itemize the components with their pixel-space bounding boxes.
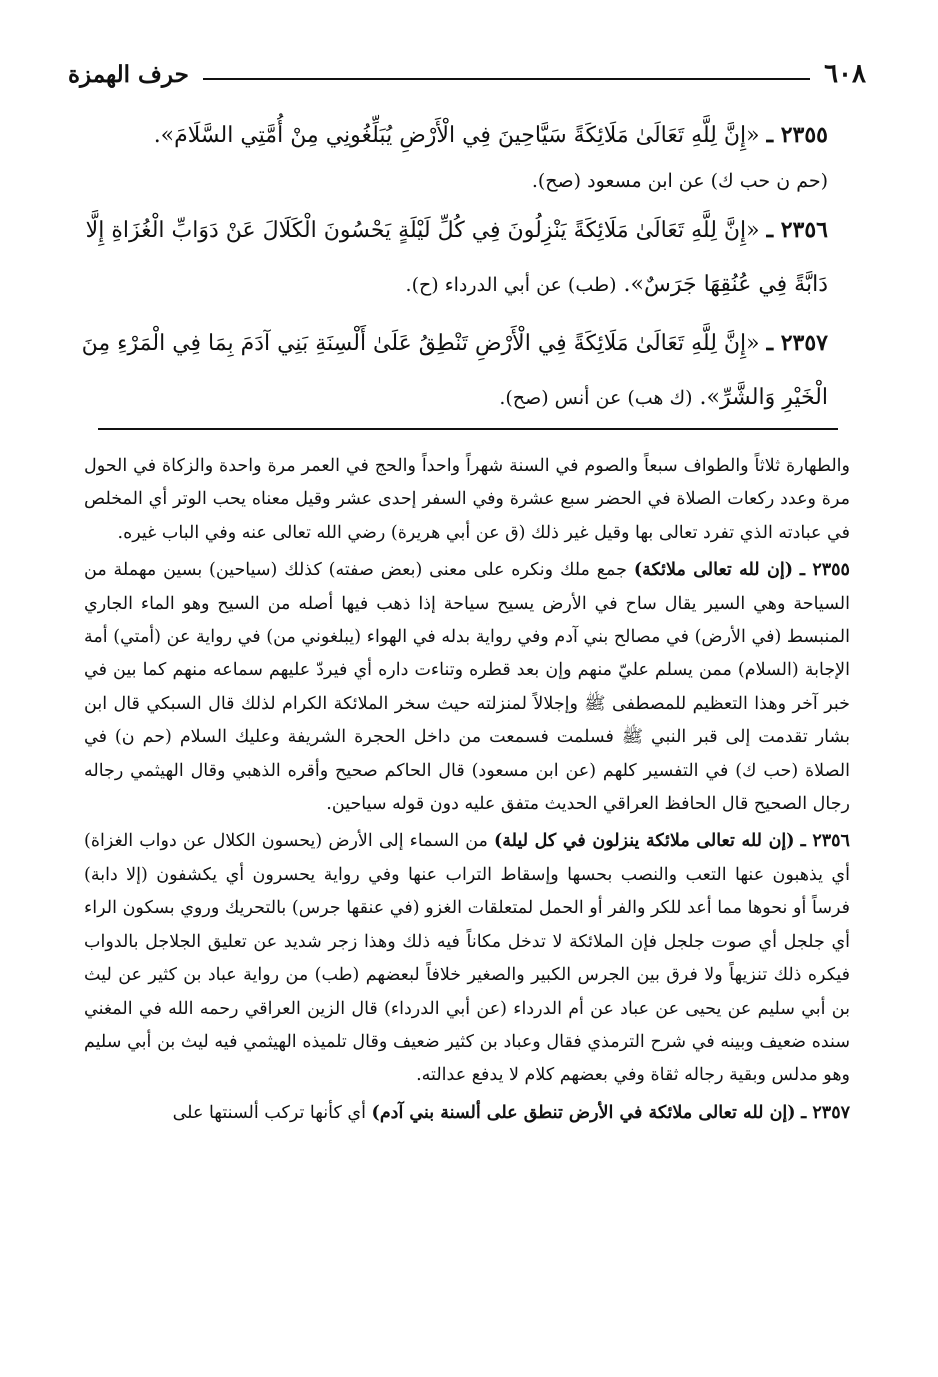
commentary-number: ٢٣٥٥ ـ — [799, 560, 850, 581]
commentary-text: أي كأنها تركب ألسنتها على — [172, 1102, 366, 1123]
hadith-section — [62, 108, 828, 429]
commentary-lead: (إن لله تعالى ملائكة في الأرض تنطق على ألسنة بني آدم) — [371, 1102, 796, 1123]
commentary-lead: (إن لله تعالى ملائكة ينزلون في كل ليلة) — [493, 831, 795, 852]
hadith-2357 — [62, 316, 828, 425]
page-number: ٦٠٨ — [824, 59, 866, 89]
hadith-number: ٢٣٥٧ ـ — [766, 330, 828, 356]
commentary-text: جمع ملك ونكره على معنى (بعض صفته) كذلك (سياحين) بسين مهملة من السياحة وهي السير يقال ساح في الأرض يسيح سياحة إذا ذهب فيها أصله من السيح وهو الماء الجاري المنبسط (في الأرض) في مصالح بني آدم وفي رواية بدله في الهواء (يبلغوني من) في رواية عن (أمتي) أمة الإجابة (السلام) ممن يسلم عليّ منهم وإن بعد قطره وتناءت داره أي فيردّ عليهم سماعه منهم كما بين في خبر آخر وهذا التعظيم للمصطفى ﷺ وإجلالاً لمنزلته حيث سخر الملائكة الكرام لذلك قال السبكي قال ابن بشار تقدمت إلى قبر النبي ﷺ فسلمت فسمعت من داخل الحجرة الشريفة وعليك السلام (حم ن) في الصلاة (حب ك) في التفسير كلهم (عن ابن مسعود) قال الحاكم صحيح وأقره الذهبي وقال الهيثمي رجاله رجال الصحيح قال الحافظ العراقي الحديث متفق عليه دون قوله سياحين. — [84, 560, 850, 815]
hadith-number: ٢٣٥٦ ـ — [766, 217, 828, 243]
commentary-number: ٢٣٥٦ ـ — [800, 831, 850, 852]
header-rule — [203, 78, 810, 80]
hadith-matn: «إِنَّ لِلَّهِ تَعَالَىٰ مَلَائِكَةً فِي الْأَرْضِ تَنْطِقُ عَلَىٰ أَلْسِنَةِ بَنِي آدَمَ بِمَا فِي الْمَرْءِ مِنَ الْخَيْرِ وَالشَّرِّ». — [81, 331, 828, 410]
hadith-2356 — [62, 203, 828, 312]
commentary-2357 — [84, 1097, 850, 1130]
hadith-2355 — [62, 108, 828, 199]
commentary-text: من السماء إلى الأرض (يحسون الكلال عن دواب الغزاة) أي يذهبون عنها التعب والنصب بحسها وإسقاط التراب عنها وفي رواية يحسرون أي يكشفون (إلا دابة) فرساً أو نحوها مما أعد للكر والفر أو الحمل لمتعلقات الغزو (في عنقها جرس) بالتحريك وروي بسكون الراء أي جلجل أي صوت جلجل فإن الملائكة لا تدخل مكاناً فيه ذلك وهذا زجر شديد عن تعليق الجلاجل بالدواب فيكره ذلك تنزيهاً ولا فرق بين الجرس الكبير والصغير خلافاً لبعضهم (طب) من رواية عباد بن كثير عن ليث بن أبي سليم عن يحيى عن عباد عن أم الدرداء (عن أبي الدرداء) قال الزين العراقي رحمه الله في المغني سنده ضعيف وبينه في شرح الترمذي فقال وعباد بن كثير ضعيف وقال تلميذه الهيثمي فيه ليث بن أبي سليم وهو مدلس وبقية رجاله ثقاة وفي بعضهم كلام لا يدفع عدالته. — [84, 831, 850, 1086]
commentary-2356 — [84, 825, 850, 1092]
page-header — [68, 52, 866, 96]
hadith-source: (حم ن حب ك) عن ابن مسعود (صح). — [531, 170, 828, 192]
commentary-section — [84, 450, 850, 1134]
commentary-intro: والطهارة ثلاثاً والطواف سبعاً والصوم في السنة شهراً واحداً والحج في العمر مرة واحدة والزكاة في الحول مرة وعدد ركعات الصلاة في الحضر سبع عشرة وفي السفر إحدى عشر وقيل معناه يحب الوتر أي المخلص في عبادته الذي تفرد تعالى بها وقيل غير ذلك (ق عن أبي هريرة) رضي الله تعالى عنه وفي الباب غيره. — [84, 456, 850, 543]
chapter-title: حرف الهمزة — [68, 60, 189, 88]
hadith-text — [62, 316, 828, 425]
hadith-source: (طب) عن أبي الدرداء (ح). — [405, 274, 617, 296]
commentary-number: ٢٣٥٧ ـ — [801, 1102, 850, 1123]
hadith-source: (ك هب) عن أنس (صح). — [499, 387, 693, 409]
commentary-lead: (إن لله تعالى ملائكة) — [633, 560, 794, 581]
hadith-number: ٢٣٥٥ ـ — [766, 122, 828, 148]
hadith-matn: «إِنَّ لِلَّهِ تَعَالَىٰ مَلَائِكَةً يَنْزِلُونَ فِي كُلِّ لَيْلَةٍ يَحْسُونَ الْكَلَالَ عَنْ دَوَابِّ الْغُزَاةِ إِلَّا دَابَّةً فِي عُنُقِهَا جَرَسٌ». — [85, 218, 828, 297]
section-divider — [98, 428, 838, 430]
hadith-text — [62, 108, 828, 163]
hadith-matn: «إِنَّ لِلَّهِ تَعَالَىٰ مَلَائِكَةً سَيَّاحِينَ فِي الْأَرْضِ يُبَلِّغُونِي مِنْ أُمَّتِي السَّلَامَ». — [153, 123, 760, 148]
commentary-2355 — [84, 554, 850, 821]
hadith-text — [62, 203, 828, 312]
